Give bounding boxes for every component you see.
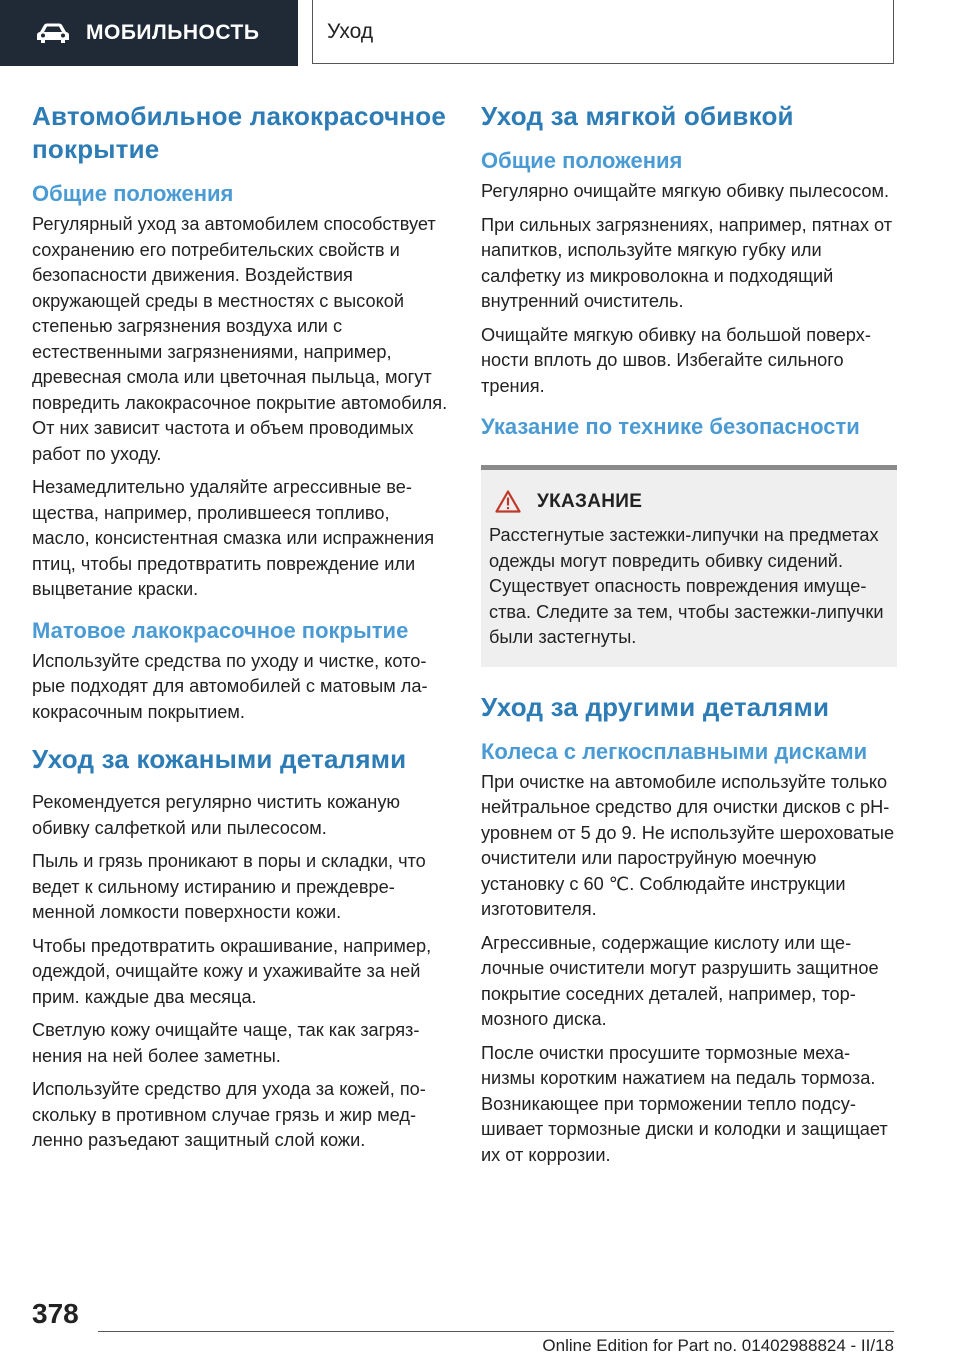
paragraph: Светлую кожу очищайте чаще, так как загрязнения на ней более заметны.: [32, 1020, 420, 1066]
notice-header: [489, 490, 889, 513]
page-number: 378: [32, 1298, 79, 1329]
paragraph: Пыль и грязь проникают в поры и складки, что ведет к сильному истиранию и преждевременной ломкости поверхности кожи.: [32, 851, 426, 922]
paragraph: При очистке на автомобиле используйте только нейтральное средство для очистки дисков с pH-уровнем от 5 до 9. Не используйте шероховатые очистители или пароструйную моечную установку с 60 ℃. Соблюдайте инструкции изготовителя.: [481, 771, 895, 919]
warning-triangle-icon: [495, 490, 521, 513]
paragraph: Регулярный уход за автомобилем способствует сохранению его потребительских свойств и безопасности движения. Воздействия окружающей среды в местностях с высокой степенью загрязнения воздуха или с естественными загрязнениями, например, древесная смола или цветочная пыльца, могут повредить лакокрасочное покрытие автомобиля. От них зависит частота и объем проводимых работ по уходу.: [32, 214, 448, 464]
page-header: [0, 0, 960, 66]
heading-leather: Уход за кожаными деталями: [32, 744, 407, 774]
edition-label: Online Edition for Part no. 01402988824 - II/18: [542, 1336, 894, 1355]
paragraph: Незамедлительно удаляйте агрессивные вещества, например, пролившееся топливо, масло, консистентная смазка или испражнения птиц, чтобы предотвратить повреждение или выцветание краски.: [32, 477, 435, 599]
heading-other-parts: Уход за другими деталями: [481, 691, 830, 722]
notice-title: УКАЗАНИЕ: [537, 490, 643, 512]
left-column: [32, 100, 450, 1162]
section-label: МОБИЛЬНОСТЬ: [86, 21, 260, 44]
paragraph: Используйте средства по уходу и чистке, которые подходят для автомобилей с матовым лакокрасочным покрытием.: [32, 650, 428, 722]
subheading-matte: Матовое лакокрасочное покрытие: [32, 617, 409, 643]
subheading-wheels: Колеса с легкосплавными дисками: [481, 738, 868, 764]
paragraph: После очистки просушите тормозные механизмы коротким нажатием на педаль тормоза. Возникающее при торможении тепло подсушивает тормозные диски и колодки и защищает их от коррозии.: [481, 1042, 888, 1165]
chapter-box: [312, 0, 894, 64]
car-icon: [36, 22, 70, 44]
section-tab: [0, 0, 298, 66]
paragraph: Регулярно очищайте мягкую обивку пылесосом.: [481, 181, 890, 201]
paragraph: При сильных загрязнениях, например, пятнах от напитков, используйте мягкую губку или салфетку из микроволокна и подходящий внутренний очиститель.: [481, 214, 893, 311]
right-column: [481, 100, 897, 1176]
paragraph: Используйте средство для ухода за кожей, поскольку в противном случае грязь и жир медленно разъедают защитный слой кожи.: [32, 1079, 426, 1150]
heading-upholstery: Уход за мягкой обивкой: [481, 101, 794, 131]
paragraph: Рекомендуется регулярно чистить кожаную обивку салфеткой или пылесосом.: [32, 792, 401, 838]
safety-notice: [481, 465, 897, 667]
paragraph: Чтобы предотвратить окрашивание, например, одеждой, очищайте кожу и ухаживайте за ней прим. каждые два месяца.: [32, 935, 432, 1007]
paragraph: Очищайте мягкую обивку на большой поверхности вплоть до швов. Избегайте сильного трения.: [481, 324, 871, 396]
subheading-general-upholstery: Общие положения: [481, 148, 683, 173]
footer-divider: [98, 1331, 894, 1332]
notice-text: Расстегнутые застежки-липучки на предметах одежды могут повредить обивку сидений. Существует опасность повреждения имущества. Следите за тем, чтобы застежки-липучки были застегнуты.: [489, 525, 884, 647]
chapter-label: Уход: [327, 19, 374, 43]
subheading-safety: Указание по технике безопасности: [481, 414, 860, 439]
paragraph: Агрессивные, содержащие кислоту или щелочные очистители могут разрушить защитное покрытие соседних деталей, например, тормозного диска.: [481, 932, 879, 1029]
heading-paint: Автомобильное лакокрасочное покрытие: [32, 101, 447, 164]
subheading-general-paint: Общие положения: [32, 181, 234, 206]
